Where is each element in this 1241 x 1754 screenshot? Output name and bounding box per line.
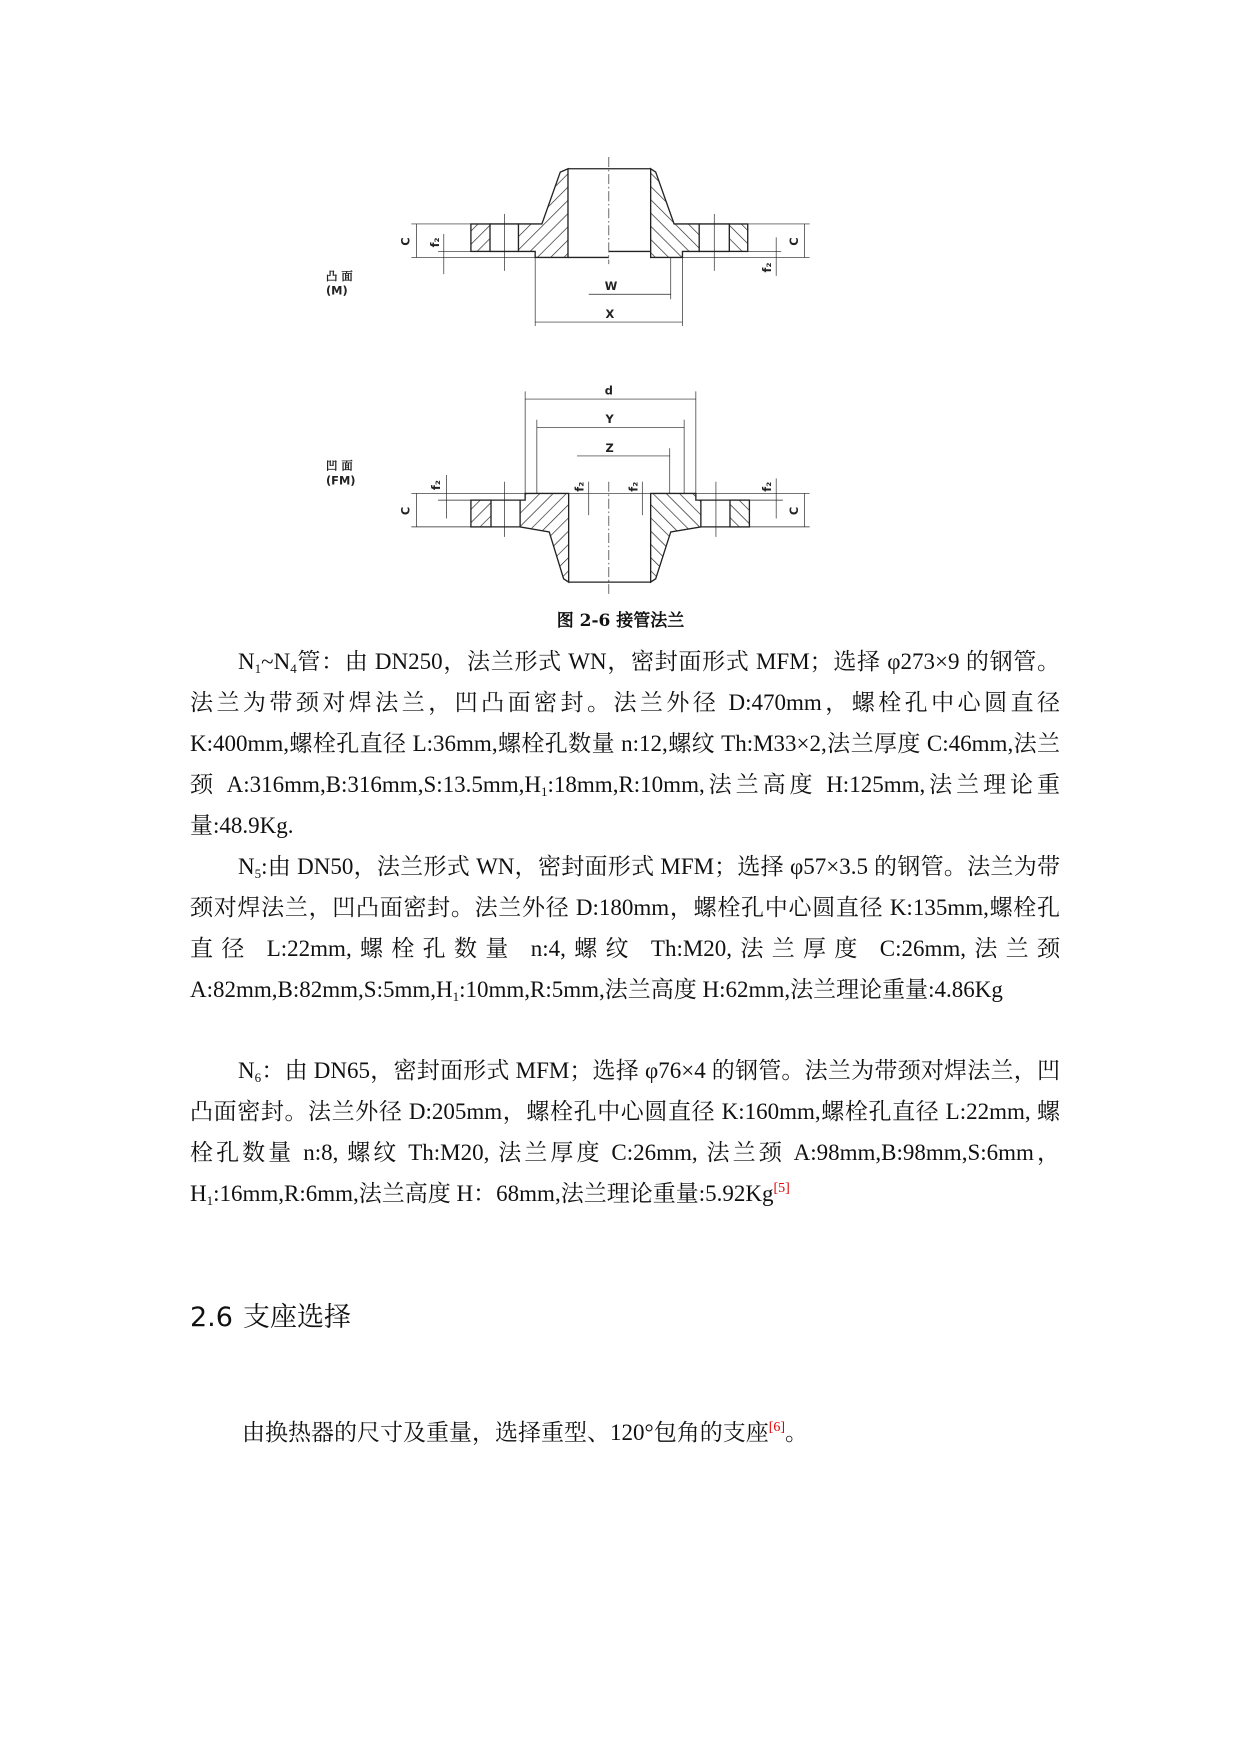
dim-z: Z [605,440,614,455]
upper-face-code: (M) [325,283,348,298]
subscript: 1 [254,661,262,676]
section-title: 支座选择 [242,1302,351,1333]
paragraph-n1-n4 [190,641,1060,846]
dim-f2: f₂ [427,237,442,248]
dim-x: X [605,307,615,322]
subscript: 1 [452,989,460,1004]
lower-face-code: (FM) [325,473,356,488]
section-number: 2.6 [190,1302,233,1333]
text-run: 。 [785,1420,809,1445]
citation-link[interactable]: [6] [768,1420,786,1435]
lower-face-label: 凹 面 [325,458,353,473]
text-run: N [238,854,255,879]
text-run: ~N [261,649,291,674]
dim-f2: f₂ [428,480,443,491]
subscript: 5 [254,866,262,881]
text-run: :由 DN50，法兰形式 WN，密封面形式 MFM；选择 φ57×3.5 的钢管。法兰为带颈对焊法兰，凹凸面密封。法兰外径 D:180mm，螺栓孔中心圆直径 K:135mm,螺栓孔直径 L:22mm,螺栓孔数量 n:4,螺纹 Th:M20,法兰厚度 C:26mm,法兰颈 A:82mm,B:82mm,S:5mm,H [190,854,1060,1002]
dim-c-upper-left: C [398,237,413,246]
subscript: 4 [290,661,297,676]
subscript: 6 [254,1070,262,1085]
text-run: 管：由 DN250，法兰形式 WN，密封面形式 MFM；选择 φ273×9 的钢管。法兰为带颈对焊法兰，凹凸面密封。法兰外径 D:470mm，螺栓孔中心圆直径 K:400mm,螺栓孔直径 L:36mm,螺栓孔数量 n:12,螺纹 Th:M33×2,法兰厚度 C:46mm,法兰颈 A:316mm,B:316mm,S:13.5mm,H [190,649,1060,797]
text-run: N [238,649,255,674]
text-run: 由换热器的尺寸及重量，选择重型、120°包角的支座 [242,1420,769,1445]
text-run: :18mm,R:10mm,法兰高度 H:125mm,法兰理论重量:48.9Kg. [190,772,1060,838]
text-run: :10mm,R:5mm,法兰高度 H:62mm,法兰理论重量:4.86Kg [459,977,1003,1002]
upper-face-label: 凸 面 [325,268,353,283]
subscript: 1 [206,1193,214,1208]
section-heading [190,1295,361,1334]
figure-caption: 图 2-6 接管法兰 [556,611,685,631]
raised-face-flange [411,157,809,326]
citation-link[interactable]: [5] [773,1181,790,1196]
paragraph-n6 [190,1050,1060,1214]
dim-f2: f₂ [626,481,641,492]
paragraph-n5 [190,846,1060,1010]
dim-f2: f₂ [572,481,587,492]
subscript: 1 [541,784,548,799]
flange-drawing [300,152,844,634]
text-run: N [238,1058,255,1083]
dim-f2: f₂ [760,481,775,492]
text-run: ：由 DN65，密封面形式 MFM；选择 φ76×4 的钢管。法兰为带颈对焊法兰，凹凸面密封。法兰外径 D:205mm，螺栓孔中心圆直径 K:160mm,螺栓孔直径 L:22mm, 螺栓孔数量 n:8, 螺纹 Th:M20, 法兰厚度 C:26mm, 法兰颈 A:98mm,B:98mm,S:6mm， H [190,1058,1060,1206]
dim-c-upper-right: C [786,237,801,246]
dim-w: W [604,278,618,293]
paragraph-support-selection [190,1412,1060,1453]
dim-y: Y [605,412,614,427]
dim-f2: f₂ [760,262,775,273]
dim-c-lower-left: C [398,506,413,516]
text-run: :16mm,R:6mm,法兰高度 H：68mm,法兰理论重量:5.92Kg [213,1181,774,1206]
dim-c-lower-right: C [786,506,801,516]
dim-d: d [604,383,613,398]
